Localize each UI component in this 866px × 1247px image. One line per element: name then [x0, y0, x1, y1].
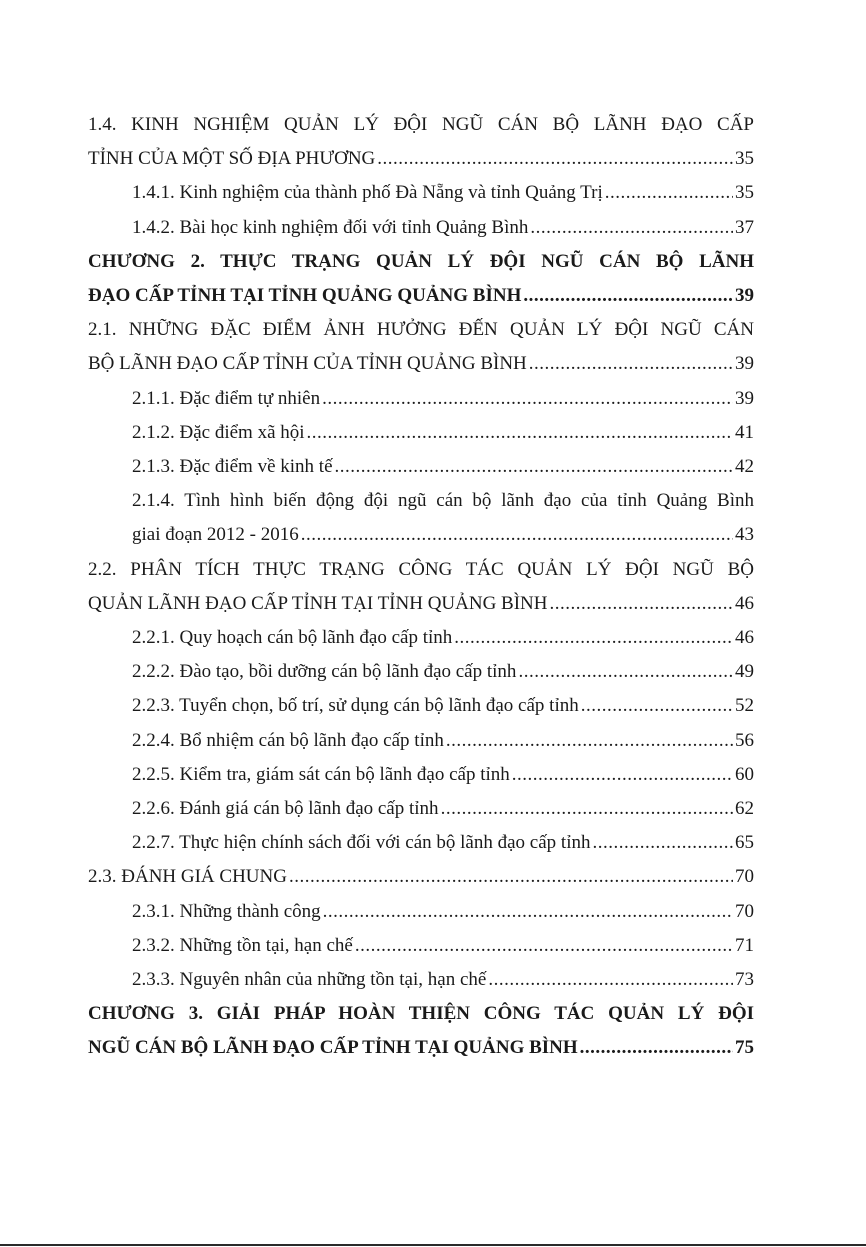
toc-page-number: 46: [735, 592, 754, 614]
toc-entry-2-2-1[interactable]: [88, 621, 754, 655]
dot-leader: [512, 758, 733, 792]
toc-page-number: 70: [735, 866, 754, 888]
toc-page-number: 42: [735, 456, 754, 478]
toc-entry-2-2[interactable]: [88, 553, 754, 621]
toc-entry-title: 2.2.7. Thực hiện chính sách đối với cán bộ lãnh đạo cấp tỉnh: [132, 832, 591, 854]
toc-entry-2-2-4[interactable]: [88, 724, 754, 758]
dot-leader: [322, 382, 733, 416]
toc-entry-lead: CHƯƠNG 2. THỰC TRẠNG QUẢN LÝ ĐỘI NGŨ CÁN BỘ LÃNH: [88, 250, 754, 272]
toc-entry-1-4-1[interactable]: [88, 176, 754, 210]
toc-entry-title: 2.2.4. Bổ nhiệm cán bộ lãnh đạo cấp tỉnh: [132, 729, 444, 751]
toc-page-number: 71: [735, 934, 754, 956]
dot-leader: [335, 450, 733, 484]
toc-entry-2-2-3[interactable]: [88, 689, 754, 723]
dot-leader: [581, 689, 733, 723]
toc-entry-title: 2.2.6. Đánh giá cán bộ lãnh đạo cấp tỉnh: [132, 798, 439, 820]
toc-entry-2-3-2[interactable]: [88, 929, 754, 963]
toc-entry-chapter-2[interactable]: [88, 245, 754, 313]
dot-leader: [355, 929, 733, 963]
dot-leader: [592, 826, 733, 860]
toc-entry-title: 2.3. ĐÁNH GIÁ CHUNG: [88, 866, 287, 888]
toc-entry-2-1-4[interactable]: [88, 484, 754, 552]
toc-entry-title: 2.3.1. Những thành công: [132, 900, 321, 922]
dot-leader: [550, 587, 734, 621]
dot-leader: [289, 860, 733, 894]
toc-entry-title: giai đoạn 2012 - 2016: [132, 524, 299, 546]
toc-page-number: 60: [735, 763, 754, 785]
toc-entry-title: TỈNH CỦA MỘT SỐ ĐỊA PHƯƠNG: [88, 148, 376, 170]
toc-page-number: 49: [735, 661, 754, 683]
toc-entry-2-3[interactable]: [88, 860, 754, 894]
toc-entry-lead: 2.1. NHỮNG ĐẶC ĐIỂM ẢNH HƯỞNG ĐẾN QUẢN LÝ ĐỘI NGŨ CÁN: [88, 319, 754, 341]
toc-entry-title: ĐẠO CẤP TỈNH TẠI TỈNH QUẢNG QUẢNG BÌNH: [88, 285, 522, 307]
toc-entry-title: 2.3.3. Nguyên nhân của những tồn tại, hạn chế: [132, 969, 487, 991]
toc-entry-2-1[interactable]: [88, 313, 754, 381]
dot-leader: [377, 142, 733, 176]
dot-leader: [441, 792, 733, 826]
toc-page-number: 39: [735, 353, 754, 375]
toc-page-number: 52: [735, 695, 754, 717]
toc-page-number: 37: [735, 216, 754, 238]
toc-entry-title: NGŨ CÁN BỘ LÃNH ĐẠO CẤP TỈNH TẠI QUẢNG BÌNH: [88, 1037, 578, 1059]
toc-entry-2-2-5[interactable]: [88, 758, 754, 792]
toc-entry-lead: 2.1.4. Tình hình biến động đội ngũ cán bộ lãnh đạo của tỉnh Quảng Bình: [132, 490, 754, 512]
toc-entry-title: 1.4.1. Kinh nghiệm của thành phố Đà Nẵng và tỉnh Quảng Trị: [132, 182, 603, 204]
table-of-contents: [88, 108, 754, 1066]
toc-entry-1-4[interactable]: [88, 108, 754, 176]
toc-entry-lead: CHƯƠNG 3. GIẢI PHÁP HOÀN THIỆN CÔNG TÁC QUẢN LÝ ĐỘI: [88, 1003, 754, 1025]
toc-entry-title: QUẢN LÃNH ĐẠO CẤP TỈNH TẠI TỈNH QUẢNG BÌNH: [88, 592, 548, 614]
toc-entry-title: 2.1.3. Đặc điểm về kinh tế: [132, 456, 333, 478]
toc-page-number: 35: [735, 182, 754, 204]
toc-page-number: 65: [735, 832, 754, 854]
toc-entry-title: 2.2.5. Kiểm tra, giám sát cán bộ lãnh đạo cấp tỉnh: [132, 763, 510, 785]
toc-page-number: 39: [735, 387, 754, 409]
dot-leader: [523, 279, 733, 313]
dot-leader: [454, 621, 733, 655]
dot-leader: [307, 416, 733, 450]
dot-leader: [518, 655, 733, 689]
toc-entry-title: 2.1.1. Đặc điểm tự nhiên: [132, 387, 321, 409]
toc-entry-lead: 2.2. PHÂN TÍCH THỰC TRẠNG CÔNG TÁC QUẢN LÝ ĐỘI NGŨ BỘ: [88, 558, 754, 580]
toc-page-number: 41: [735, 421, 754, 443]
toc-page-number: 56: [735, 729, 754, 751]
toc-entry-2-3-3[interactable]: [88, 963, 754, 997]
toc-page-number: 39: [735, 285, 754, 307]
dot-leader: [488, 963, 733, 997]
dot-leader: [301, 518, 733, 552]
toc-entry-title: 2.2.1. Quy hoạch cán bộ lãnh đạo cấp tỉnh: [132, 627, 453, 649]
toc-entry-2-2-7[interactable]: [88, 826, 754, 860]
dot-leader: [605, 176, 733, 210]
toc-page-number: 35: [735, 148, 754, 170]
toc-entry-chapter-3[interactable]: [88, 997, 754, 1065]
toc-page-number: 62: [735, 798, 754, 820]
toc-entry-lead: 1.4. KINH NGHIỆM QUẢN LÝ ĐỘI NGŨ CÁN BỘ LÃNH ĐẠO CẤP: [88, 114, 754, 135]
toc-entry-title: 1.4.2. Bài học kinh nghiệm đối với tỉnh Quảng Bình: [132, 216, 529, 238]
toc-page-number: 75: [735, 1037, 754, 1059]
toc-entry-1-4-2[interactable]: [88, 211, 754, 245]
dot-leader: [446, 724, 733, 758]
dot-leader: [530, 211, 733, 245]
toc-entry-2-2-6[interactable]: [88, 792, 754, 826]
toc-entry-title: 2.2.2. Đào tạo, bồi dưỡng cán bộ lãnh đạo cấp tỉnh: [132, 661, 517, 683]
dot-leader: [323, 895, 733, 929]
page-bottom-border: [0, 1244, 866, 1246]
toc-entry-title: 2.3.2. Những tồn tại, hạn chế: [132, 934, 353, 956]
toc-entry-title: BỘ LÃNH ĐẠO CẤP TỈNH CỦA TỈNH QUẢNG BÌNH: [88, 353, 527, 375]
toc-entry-2-2-2[interactable]: [88, 655, 754, 689]
toc-page-number: 70: [735, 900, 754, 922]
toc-entry-2-1-1[interactable]: [88, 382, 754, 416]
dot-leader: [529, 347, 733, 381]
toc-entry-2-3-1[interactable]: [88, 895, 754, 929]
toc-page-number: 43: [735, 524, 754, 546]
toc-entry-2-1-2[interactable]: [88, 416, 754, 450]
toc-entry-2-1-3[interactable]: [88, 450, 754, 484]
toc-entry-title: 2.1.2. Đặc điểm xã hội: [132, 421, 305, 443]
toc-page-number: 73: [735, 969, 754, 991]
dot-leader: [580, 1031, 733, 1065]
toc-page-number: 46: [735, 627, 754, 649]
toc-entry-title: 2.2.3. Tuyển chọn, bố trí, sử dụng cán bộ lãnh đạo cấp tỉnh: [132, 695, 579, 717]
